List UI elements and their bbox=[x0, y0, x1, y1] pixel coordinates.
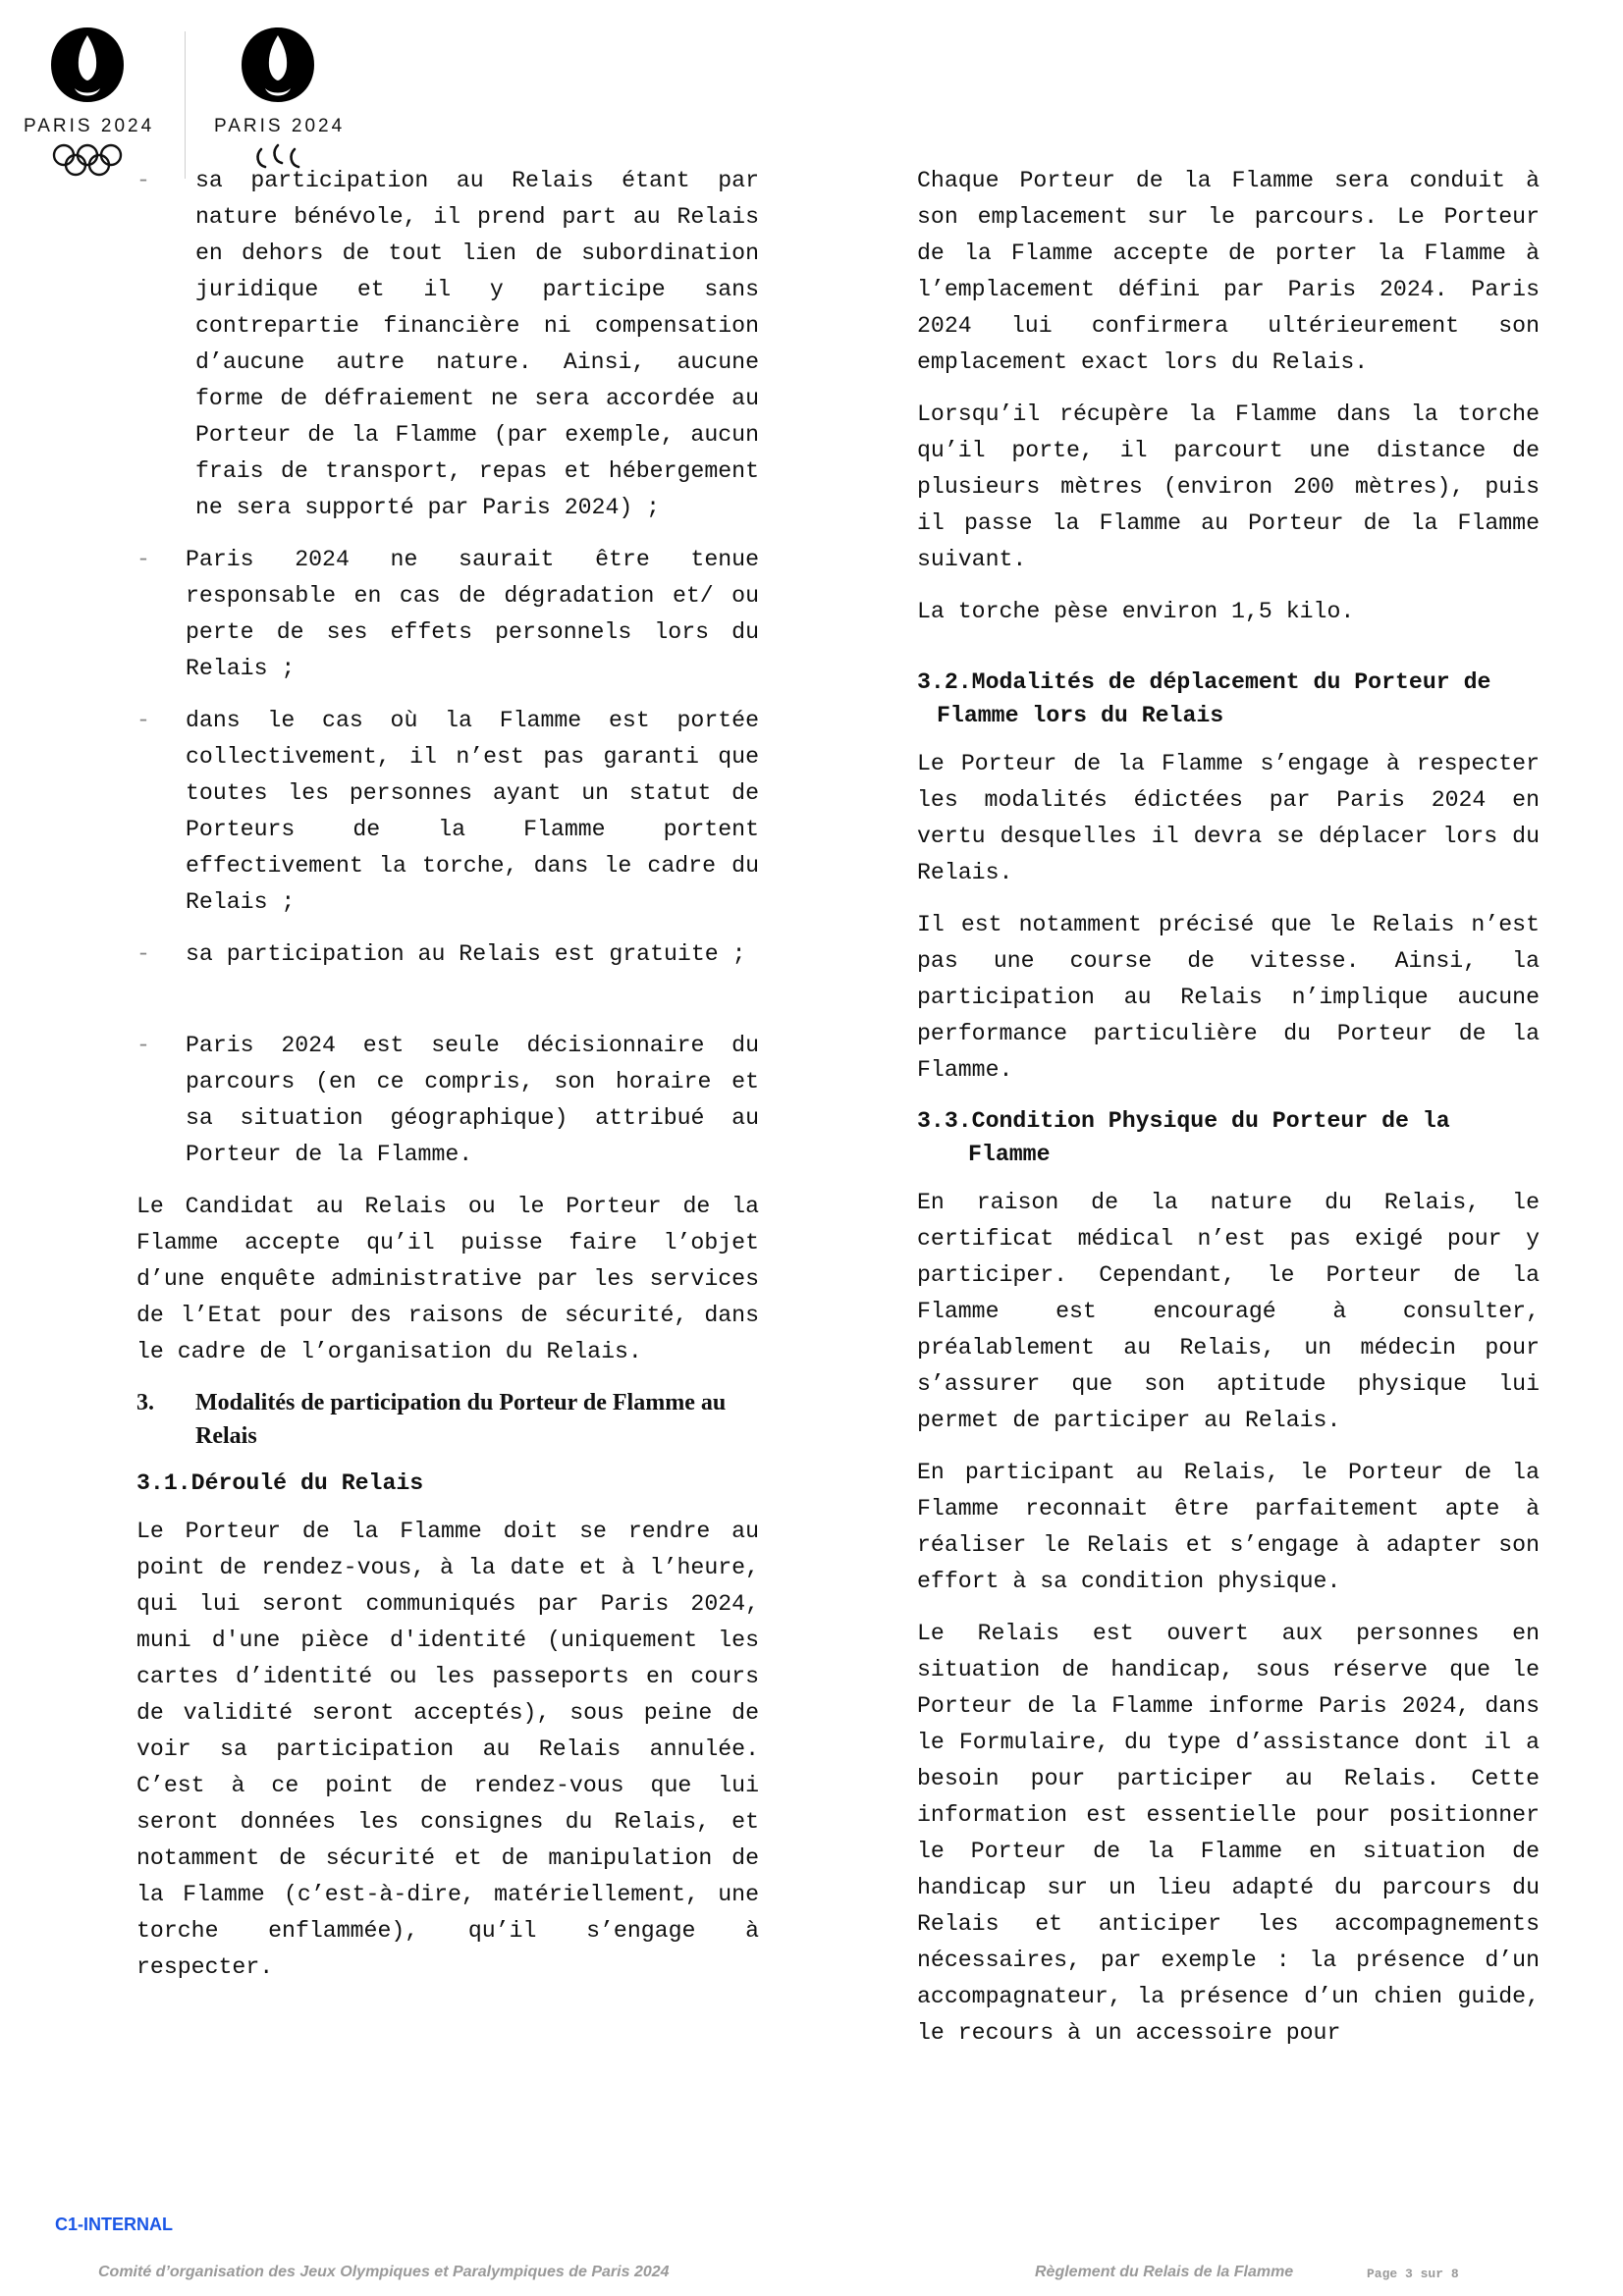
paragraph-torche: La torche pèse environ 1,5 kilo. bbox=[917, 599, 1355, 624]
section-3-title: Modalités de participation du Porteur de Flamme au Relais bbox=[195, 1390, 727, 1449]
paragraph-conduit: Chaque Porteur de la Flamme sera conduit à son emplacement sur le parcours. Le Porteur de la Flamme accepte de porter la Flamme à l’emplacement défini par Paris 2024. Paris 2024 lui confirmera ultérieurement son emplacement exact lors du Relais. bbox=[917, 168, 1540, 375]
bullet-dash: - bbox=[136, 1033, 150, 1058]
list-item-text: dans le cas où la Flamme est portée collectivement, il n’est pas garanti que toutes les personnes ayant un statut de Porteurs de la Flamme portent effectivement la torche, dans le cadre du Relais ; bbox=[186, 708, 759, 915]
footer-document-title: Règlement du Relais de la Flamme bbox=[1035, 2264, 1294, 2280]
paris-2024-olympic-logo bbox=[24, 26, 155, 177]
bullet-dash: - bbox=[136, 708, 150, 733]
section-3-2-heading: 3.2.Modalités de déplacement du Porteur de Flamme lors du Relais bbox=[917, 669, 1491, 728]
list-item bbox=[136, 936, 759, 973]
footer-organization: Comité d’organisation des Jeux Olympiques et Paralympiques de Paris 2024 bbox=[98, 2264, 670, 2280]
right-column bbox=[917, 163, 1540, 2067]
left-column bbox=[136, 163, 759, 2002]
paragraph-rendez-vous: Le Porteur de la Flamme doit se rendre au point de rendez-vous, à la date et à l’heure, qui lui seront communiqués par Paris 2024, muni d'une pièce d'identité (uniquement les cartes d’identité ou les passeports en cours de validité seront acceptés), sous peine de voir sa participation au Relais annulée. C’est à ce point de rendez-vous que lui seront données les consignes du Relais, et notamment de sécurité et de manipulation de la Flamme (c’est-à-dire, matériellement, une torche enflammée), qu’il s’engage à respecter. bbox=[136, 1519, 759, 1980]
paralympic-flame-icon bbox=[238, 26, 318, 112]
bullet-dash: - bbox=[136, 168, 150, 193]
paragraph-enquete: Le Candidat au Relais ou le Porteur de la Flamme accepte qu’il puisse faire l’objet d’une enquête administrative par les services de l’Etat pour des raisons de sécurité, dans le cadre de l’organisation du Relais. bbox=[136, 1194, 759, 1364]
paralympic-logo-text: PARIS 2024 bbox=[214, 116, 346, 136]
bullet-dash: - bbox=[136, 547, 150, 572]
bullet-dash: - bbox=[136, 941, 150, 967]
paragraph-handicap: Le Relais est ouvert aux personnes en situation de handicap, sous réserve que le Porteur de la Flamme informe Paris 2024, dans le Formulaire, du type d’assistance dont il a besoin pour participer au Relais. Cette information est essentielle pour positionner le Porteur de la Flamme en situation de handicap sur un lieu adapté du parcours du Relais et anticiper les accompagnements nécessaires, par exemple : la présence d’un accompagnateur, la présence d’un chien guide, le recours à un accessoire pour bbox=[917, 1621, 1540, 2046]
paris-2024-paralympic-logo bbox=[214, 26, 346, 171]
paragraph-recupere: Lorsqu’il récupère la Flamme dans la torche qu’il porte, il parcourt une distance de plusieurs mètres (environ 200 mètres), puis il passe la Flamme au Porteur de la Flamme suivant. bbox=[917, 401, 1540, 572]
section-3-1-heading: 3.1.Déroulé du Relais bbox=[136, 1470, 424, 1496]
list-item bbox=[136, 703, 759, 921]
list-item bbox=[136, 542, 759, 687]
paragraph-certificat: En raison de la nature du Relais, le certificat médical n’est pas exigé pour y participer. Cependant, le Porteur de la Flamme est encouragé à consulter, préalablement au Relais, un médecin pour s’assurer que son aptitude physique lui permet de participer au Relais. bbox=[917, 1190, 1540, 1433]
section-3-heading bbox=[136, 1386, 759, 1453]
olympic-flame-icon bbox=[47, 26, 128, 112]
section-3-number: 3. bbox=[136, 1390, 154, 1415]
list-item-text: sa participation au Relais étant par nature bénévole, il prend part au Relais en dehors de tout lien de subordination juridique et il y participe sans contrepartie financière ni compensation d’aucune autre nature. Ainsi, aucune forme de défraiement ne sera accordée au Porteur de la Flamme (par exemple, aucun frais de transport, repas et hébergement ne sera supporté par Paris 2024) ; bbox=[195, 168, 759, 520]
olympic-logo-text: PARIS 2024 bbox=[24, 116, 155, 136]
classification-label: C1-INTERNAL bbox=[55, 2215, 173, 2234]
page-number: Page 3 sur 8 bbox=[1367, 2267, 1459, 2281]
spacer bbox=[917, 646, 1540, 666]
spacer bbox=[136, 988, 759, 1028]
list-item-text: sa participation au Relais est gratuite ; bbox=[186, 941, 746, 967]
list-item bbox=[136, 1028, 759, 1173]
paragraph-modalites: Le Porteur de la Flamme s’engage à respecter les modalités édictées par Paris 2024 en vertu desquelles il devra se déplacer lors du Relais. bbox=[917, 751, 1540, 885]
list-item-text: Paris 2024 est seule décisionnaire du parcours (en ce compris, son horaire et sa situation géographique) attribué au Porteur de la Flamme. bbox=[186, 1033, 759, 1167]
list-item-text: Paris 2024 ne saurait être tenue responsable en cas de dégradation et/ ou perte de ses effets personnels lors du Relais ; bbox=[186, 547, 759, 681]
section-3-3-heading: 3.3.Condition Physique du Porteur de la Flamme bbox=[917, 1108, 1450, 1167]
olympic-rings-icon bbox=[51, 143, 124, 177]
logo-divider bbox=[185, 31, 186, 179]
paragraph-apte: En participant au Relais, le Porteur de la Flamme reconnait être parfaitement apte à réaliser le Relais et s’engage à adapter son effort à sa condition physique. bbox=[917, 1460, 1540, 1594]
paragraph-vitesse: Il est notamment précisé que le Relais n’est pas une course de vitesse. Ainsi, la participation au Relais n’implique aucune performance particulière du Porteur de la Flamme. bbox=[917, 912, 1540, 1083]
list-item bbox=[136, 163, 759, 526]
